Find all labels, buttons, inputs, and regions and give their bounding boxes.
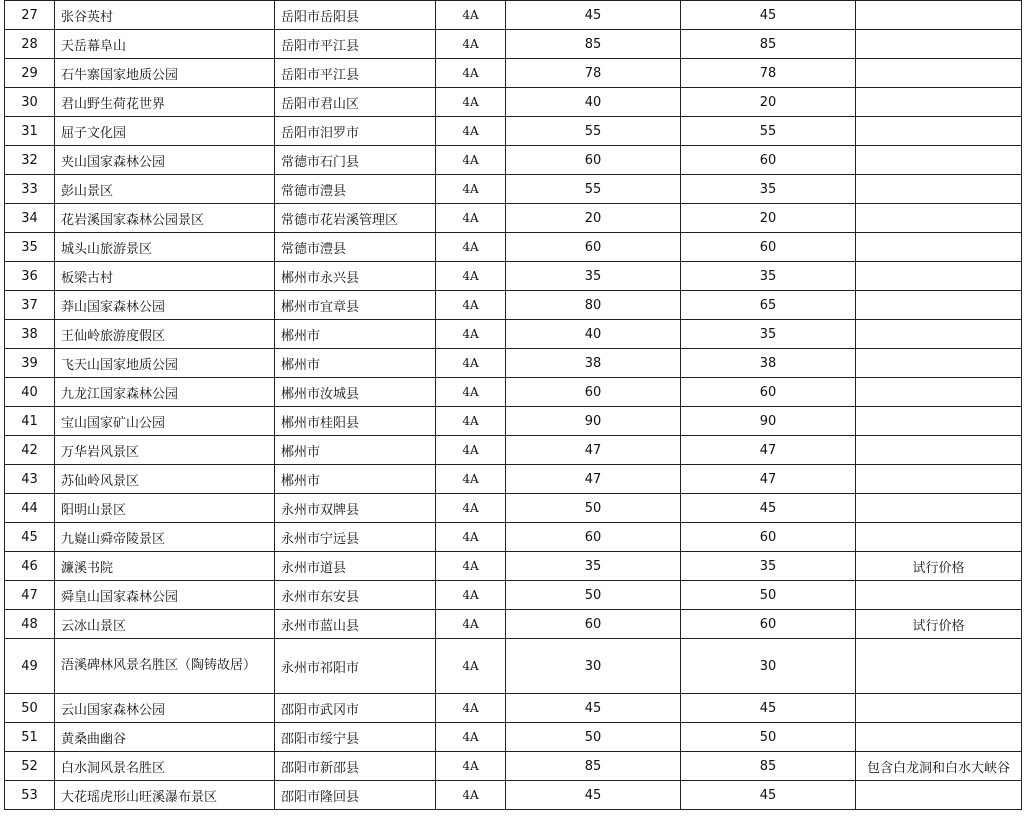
price-a: 40 xyxy=(506,320,681,349)
note xyxy=(856,581,1022,610)
row-number: 39 xyxy=(5,349,55,378)
row-number: 41 xyxy=(5,407,55,436)
scenic-name: 云冰山景区 xyxy=(55,610,275,639)
price-a: 60 xyxy=(506,378,681,407)
price-a: 40 xyxy=(506,88,681,117)
scenic-location: 岳阳市汨罗市 xyxy=(275,117,436,146)
price-a: 60 xyxy=(506,610,681,639)
scenic-location: 郴州市汝城县 xyxy=(275,378,436,407)
scenic-level: 4A xyxy=(436,494,506,523)
scenic-location: 永州市祁阳市 xyxy=(275,639,436,694)
row-number: 53 xyxy=(5,781,55,810)
table-body xyxy=(5,1,1022,810)
scenic-location: 邵阳市新邵县 xyxy=(275,752,436,781)
scenic-name: 舜皇山国家森林公园 xyxy=(55,581,275,610)
scenic-location: 邵阳市武冈市 xyxy=(275,694,436,723)
price-a: 60 xyxy=(506,523,681,552)
note xyxy=(856,233,1022,262)
note xyxy=(856,407,1022,436)
table-row xyxy=(5,581,1022,610)
table-row xyxy=(5,59,1022,88)
scenic-location: 岳阳市平江县 xyxy=(275,30,436,59)
price-b: 78 xyxy=(681,59,856,88)
scenic-name: 九嶷山舜帝陵景区 xyxy=(55,523,275,552)
scenic-location: 永州市双牌县 xyxy=(275,494,436,523)
scenic-name: 屈子文化园 xyxy=(55,117,275,146)
row-number: 42 xyxy=(5,436,55,465)
table-row xyxy=(5,262,1022,291)
scenic-level: 4A xyxy=(436,117,506,146)
row-number: 27 xyxy=(5,1,55,30)
table-row xyxy=(5,523,1022,552)
scenic-name: 浯溪碑林风景名胜区（陶铸故居） xyxy=(55,639,275,694)
note xyxy=(856,59,1022,88)
note xyxy=(856,117,1022,146)
scenic-level: 4A xyxy=(436,752,506,781)
note xyxy=(856,723,1022,752)
note xyxy=(856,694,1022,723)
note: 试行价格 xyxy=(856,552,1022,581)
scenic-name: 板梁古村 xyxy=(55,262,275,291)
row-number: 34 xyxy=(5,204,55,233)
price-a: 50 xyxy=(506,581,681,610)
scenic-name: 云山国家森林公园 xyxy=(55,694,275,723)
price-a: 50 xyxy=(506,723,681,752)
scenic-level: 4A xyxy=(436,407,506,436)
row-number: 48 xyxy=(5,610,55,639)
table-row xyxy=(5,610,1022,639)
price-a: 60 xyxy=(506,146,681,175)
price-b: 60 xyxy=(681,233,856,262)
table-row xyxy=(5,30,1022,59)
price-b: 30 xyxy=(681,639,856,694)
price-b: 35 xyxy=(681,175,856,204)
scenic-level: 4A xyxy=(436,291,506,320)
scenic-name: 飞天山国家地质公园 xyxy=(55,349,275,378)
scenic-level: 4A xyxy=(436,436,506,465)
row-number: 44 xyxy=(5,494,55,523)
price-a: 20 xyxy=(506,204,681,233)
price-b: 35 xyxy=(681,320,856,349)
table-row xyxy=(5,1,1022,30)
scenic-name: 莽山国家森林公园 xyxy=(55,291,275,320)
price-b: 60 xyxy=(681,610,856,639)
note xyxy=(856,349,1022,378)
price-b: 38 xyxy=(681,349,856,378)
scenic-name: 夹山国家森林公园 xyxy=(55,146,275,175)
scenic-level: 4A xyxy=(436,175,506,204)
scenic-location: 郴州市 xyxy=(275,465,436,494)
price-b: 45 xyxy=(681,781,856,810)
price-b: 20 xyxy=(681,204,856,233)
row-number: 36 xyxy=(5,262,55,291)
table-row xyxy=(5,320,1022,349)
note xyxy=(856,88,1022,117)
price-a: 45 xyxy=(506,694,681,723)
row-number: 32 xyxy=(5,146,55,175)
price-b: 60 xyxy=(681,146,856,175)
price-b: 50 xyxy=(681,581,856,610)
price-b: 85 xyxy=(681,30,856,59)
row-number: 40 xyxy=(5,378,55,407)
row-number: 51 xyxy=(5,723,55,752)
note xyxy=(856,494,1022,523)
scenic-name: 濂溪书院 xyxy=(55,552,275,581)
note xyxy=(856,146,1022,175)
price-a: 85 xyxy=(506,30,681,59)
scenic-location: 岳阳市平江县 xyxy=(275,59,436,88)
scenic-name: 彭山景区 xyxy=(55,175,275,204)
table-row xyxy=(5,378,1022,407)
price-b: 45 xyxy=(681,494,856,523)
scenic-name: 天岳幕阜山 xyxy=(55,30,275,59)
scenic-level: 4A xyxy=(436,262,506,291)
table-row xyxy=(5,781,1022,810)
scenic-level: 4A xyxy=(436,552,506,581)
note xyxy=(856,1,1022,30)
price-b: 60 xyxy=(681,378,856,407)
scenic-location: 郴州市 xyxy=(275,436,436,465)
price-b: 55 xyxy=(681,117,856,146)
scenic-level: 4A xyxy=(436,610,506,639)
scenic-location: 邵阳市绥宁县 xyxy=(275,723,436,752)
note xyxy=(856,204,1022,233)
table-row xyxy=(5,204,1022,233)
scenic-name: 黄桑曲幽谷 xyxy=(55,723,275,752)
scenic-name: 张谷英村 xyxy=(55,1,275,30)
scenic-name: 宝山国家矿山公园 xyxy=(55,407,275,436)
table-row xyxy=(5,88,1022,117)
table-row xyxy=(5,436,1022,465)
price-a: 50 xyxy=(506,494,681,523)
note xyxy=(856,378,1022,407)
scenic-level: 4A xyxy=(436,781,506,810)
scenic-level: 4A xyxy=(436,639,506,694)
note xyxy=(856,175,1022,204)
price-a: 85 xyxy=(506,752,681,781)
row-number: 37 xyxy=(5,291,55,320)
scenic-level: 4A xyxy=(436,378,506,407)
price-a: 55 xyxy=(506,175,681,204)
row-number: 43 xyxy=(5,465,55,494)
table-row xyxy=(5,494,1022,523)
row-number: 47 xyxy=(5,581,55,610)
price-b: 35 xyxy=(681,262,856,291)
note xyxy=(856,523,1022,552)
scenic-location: 郴州市永兴县 xyxy=(275,262,436,291)
table-row xyxy=(5,146,1022,175)
price-b: 45 xyxy=(681,694,856,723)
price-b: 60 xyxy=(681,523,856,552)
price-b: 47 xyxy=(681,436,856,465)
row-number: 28 xyxy=(5,30,55,59)
row-number: 35 xyxy=(5,233,55,262)
price-a: 78 xyxy=(506,59,681,88)
scenic-location: 常德市石门县 xyxy=(275,146,436,175)
price-a: 45 xyxy=(506,781,681,810)
scenic-name: 花岩溪国家森林公园景区 xyxy=(55,204,275,233)
table-row xyxy=(5,117,1022,146)
table-row xyxy=(5,349,1022,378)
scenic-level: 4A xyxy=(436,694,506,723)
scenic-name: 苏仙岭风景区 xyxy=(55,465,275,494)
scenic-level: 4A xyxy=(436,465,506,494)
scenic-level: 4A xyxy=(436,1,506,30)
scenic-location: 郴州市 xyxy=(275,349,436,378)
row-number: 31 xyxy=(5,117,55,146)
scenic-location: 岳阳市岳阳县 xyxy=(275,1,436,30)
scenic-price-table xyxy=(4,0,1022,810)
table-row xyxy=(5,552,1022,581)
scenic-location: 邵阳市隆回县 xyxy=(275,781,436,810)
row-number: 29 xyxy=(5,59,55,88)
note xyxy=(856,320,1022,349)
scenic-name: 王仙岭旅游度假区 xyxy=(55,320,275,349)
scenic-name: 九龙江国家森林公园 xyxy=(55,378,275,407)
scenic-level: 4A xyxy=(436,88,506,117)
scenic-name: 万华岩风景区 xyxy=(55,436,275,465)
scenic-level: 4A xyxy=(436,349,506,378)
table-row xyxy=(5,723,1022,752)
table-row xyxy=(5,752,1022,781)
scenic-name: 城头山旅游景区 xyxy=(55,233,275,262)
note xyxy=(856,30,1022,59)
row-number: 50 xyxy=(5,694,55,723)
scenic-name: 石牛寨国家地质公园 xyxy=(55,59,275,88)
price-a: 45 xyxy=(506,1,681,30)
table-row xyxy=(5,639,1022,694)
scenic-name: 君山野生荷花世界 xyxy=(55,88,275,117)
row-number: 30 xyxy=(5,88,55,117)
price-a: 90 xyxy=(506,407,681,436)
row-number: 38 xyxy=(5,320,55,349)
scenic-level: 4A xyxy=(436,581,506,610)
price-b: 47 xyxy=(681,465,856,494)
scenic-location: 岳阳市君山区 xyxy=(275,88,436,117)
scenic-location: 郴州市宜章县 xyxy=(275,291,436,320)
price-b: 45 xyxy=(681,1,856,30)
table-row xyxy=(5,291,1022,320)
row-number: 33 xyxy=(5,175,55,204)
table-row xyxy=(5,407,1022,436)
scenic-location: 永州市蓝山县 xyxy=(275,610,436,639)
scenic-location: 郴州市桂阳县 xyxy=(275,407,436,436)
row-number: 52 xyxy=(5,752,55,781)
note xyxy=(856,639,1022,694)
price-b: 35 xyxy=(681,552,856,581)
note xyxy=(856,262,1022,291)
scenic-level: 4A xyxy=(436,146,506,175)
note xyxy=(856,781,1022,810)
price-a: 35 xyxy=(506,262,681,291)
table-row xyxy=(5,465,1022,494)
price-b: 65 xyxy=(681,291,856,320)
scenic-location: 永州市东安县 xyxy=(275,581,436,610)
price-a: 60 xyxy=(506,233,681,262)
scenic-level: 4A xyxy=(436,523,506,552)
price-b: 50 xyxy=(681,723,856,752)
row-number: 46 xyxy=(5,552,55,581)
scenic-level: 4A xyxy=(436,204,506,233)
price-b: 85 xyxy=(681,752,856,781)
note xyxy=(856,291,1022,320)
price-b: 20 xyxy=(681,88,856,117)
price-a: 38 xyxy=(506,349,681,378)
scenic-name: 大花瑶虎形山旺溪瀑布景区 xyxy=(55,781,275,810)
scenic-name: 阳明山景区 xyxy=(55,494,275,523)
scenic-location: 常德市澧县 xyxy=(275,233,436,262)
scenic-level: 4A xyxy=(436,723,506,752)
scenic-location: 永州市宁远县 xyxy=(275,523,436,552)
note xyxy=(856,436,1022,465)
price-a: 30 xyxy=(506,639,681,694)
price-a: 47 xyxy=(506,465,681,494)
price-a: 55 xyxy=(506,117,681,146)
note xyxy=(856,465,1022,494)
scenic-location: 常德市花岩溪管理区 xyxy=(275,204,436,233)
row-number: 49 xyxy=(5,639,55,694)
price-a: 80 xyxy=(506,291,681,320)
table-row xyxy=(5,694,1022,723)
scenic-level: 4A xyxy=(436,233,506,262)
note: 试行价格 xyxy=(856,610,1022,639)
scenic-level: 4A xyxy=(436,30,506,59)
scenic-name: 白水洞风景名胜区 xyxy=(55,752,275,781)
scenic-location: 郴州市 xyxy=(275,320,436,349)
price-a: 35 xyxy=(506,552,681,581)
price-a: 47 xyxy=(506,436,681,465)
scenic-level: 4A xyxy=(436,320,506,349)
row-number: 45 xyxy=(5,523,55,552)
table-row xyxy=(5,175,1022,204)
table-row xyxy=(5,233,1022,262)
scenic-location: 永州市道县 xyxy=(275,552,436,581)
scenic-level: 4A xyxy=(436,59,506,88)
price-b: 90 xyxy=(681,407,856,436)
note: 包含白龙洞和白水大峡谷 xyxy=(856,752,1022,781)
scenic-location: 常德市澧县 xyxy=(275,175,436,204)
